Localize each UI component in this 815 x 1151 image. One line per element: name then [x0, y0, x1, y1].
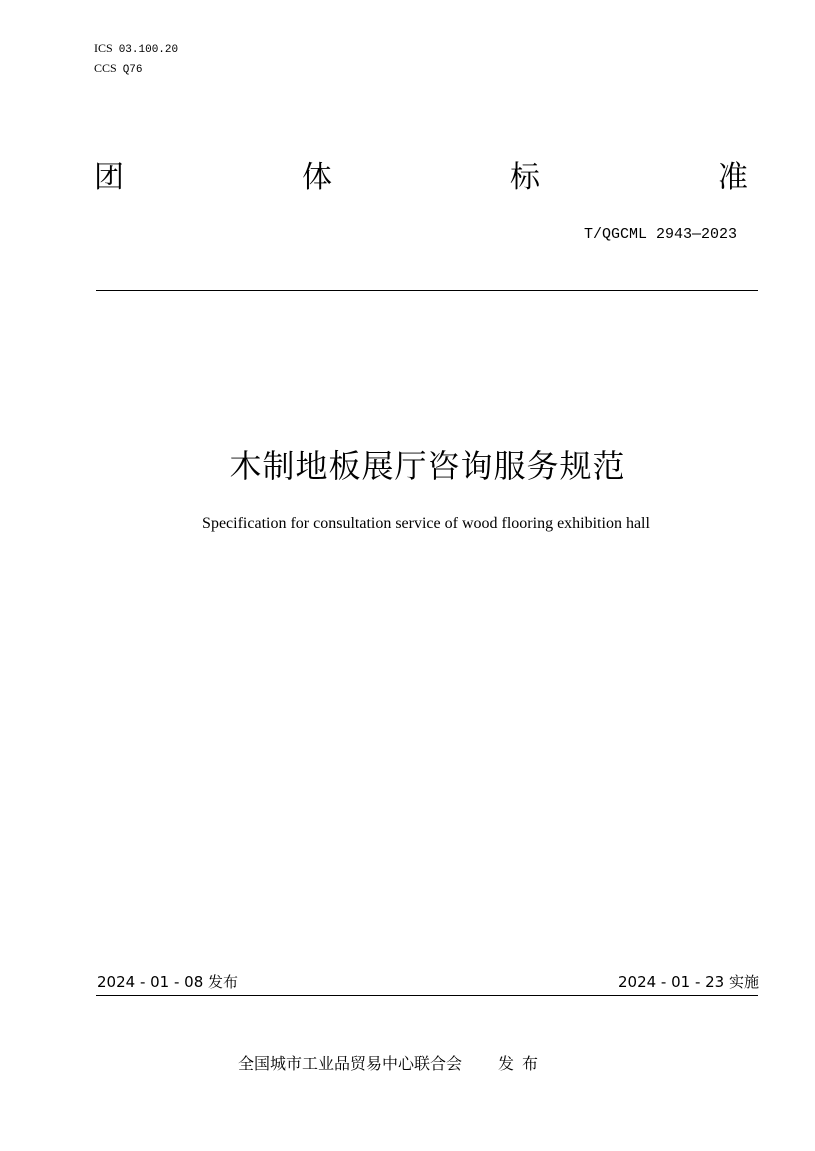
standard-type-char-1: 团 — [94, 160, 124, 195]
standard-type-char-2: 体 — [302, 160, 332, 195]
ccs-row — [94, 60, 143, 78]
publisher-name: 全国城市工业品贸易中心联合会 — [238, 1054, 463, 1073]
issue-date: 2024 - 01 - 08 发布 — [97, 973, 239, 991]
document-title-zh: 木制地板展厅咨询服务规范 — [229, 447, 626, 485]
ccs-label: CCS — [94, 61, 117, 75]
header-divider — [96, 290, 758, 291]
document-title-en: Specification for consultation service of wood flooring exhibition hall — [202, 515, 650, 532]
standard-number: T/QGCML 2943—2023 — [583, 226, 737, 243]
standard-type-heading — [94, 158, 749, 198]
footer-divider — [96, 995, 758, 996]
publisher-line — [238, 1053, 546, 1075]
standard-type-char-4: 准 — [718, 160, 748, 195]
ics-label: ICS — [94, 41, 113, 55]
publisher-suffix: 发布 — [498, 1054, 547, 1073]
ccs-value: Q76 — [122, 64, 143, 76]
ics-value: 03.100.20 — [118, 44, 179, 56]
ics-row — [94, 40, 178, 58]
standard-type-char-3: 标 — [510, 160, 540, 195]
implementation-date: 2024 - 01 - 23 实施 — [617, 973, 759, 991]
